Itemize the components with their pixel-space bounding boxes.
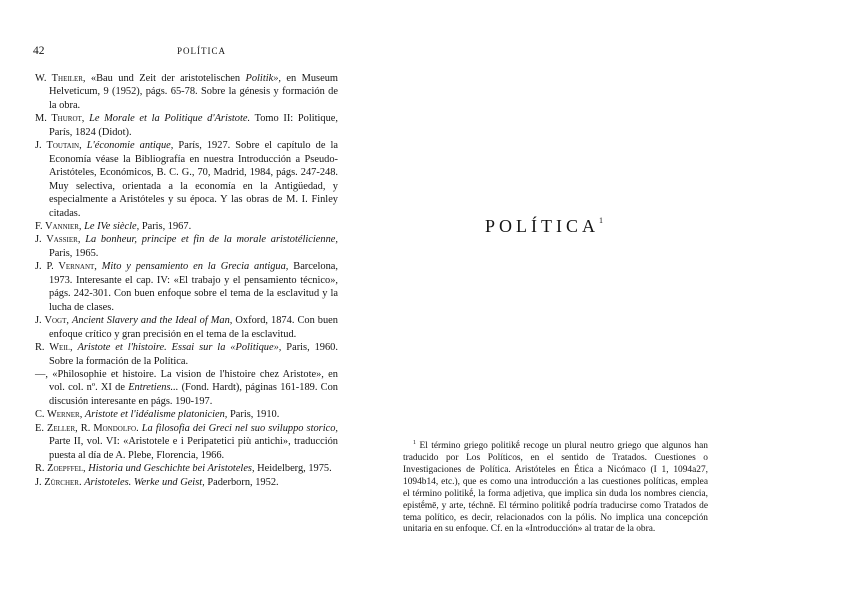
entry-details: Barcelona, 1973. Interesante el cap. IV: «El trabajo y el pensamiento técnico», págs. 242-301. Con buen enfoque sobre el tema de la esclavitud y la lucha de clases. (49, 261, 338, 313)
entry-text: «Bau und Zeit der aristotelischen (85, 73, 246, 84)
bibliography-entry (35, 462, 338, 475)
entry-title: Aristoteles. Werke und Geist, (84, 476, 205, 488)
entry-details: en Museum Helveticum, 9 (1952), págs. 65-78. Sobre la génesis y formación de la obra. (49, 73, 338, 111)
entry-details: Oxford, 1874. Con buen enfoque crítico y gran precisión en el tema de la esclavitud. (49, 315, 338, 340)
entry-details: Paris, 1967. (139, 220, 192, 232)
entry-title: La filosofia dei Greci nel suo sviluppo storico, (141, 422, 338, 434)
entry-author: W. Theiler, (35, 73, 86, 84)
entry-author: J. P. Vernant, (35, 261, 97, 273)
entry-author: C. Werner, (35, 409, 83, 421)
running-title: POLÍTICA (177, 46, 226, 56)
entry-author: —, (35, 368, 48, 380)
bibliography-entry (35, 476, 338, 489)
entry-title: Aristote et l'histoire. Essai sur la «Politique», (77, 342, 282, 354)
entry-title: Le Morale et la Politique d'Aristote. (89, 113, 251, 125)
entry-details: Paris, 1965. (49, 247, 99, 259)
footnote-number: 1 (413, 440, 416, 446)
bibliography-entry (35, 341, 338, 368)
bibliography-entry (35, 368, 338, 408)
entry-details: Paris, 1960. Sobre la formación de la Política. (49, 342, 338, 367)
entry-title: Historia und Geschichte bei Aristoteles, (88, 463, 255, 475)
entry-author: J. Toutain, (35, 140, 82, 152)
entry-title: Ancient Slavery and the Ideal of Man, (72, 315, 233, 327)
bibliography-entry (35, 314, 338, 341)
entry-title: Aristote et l'idéalisme platonicien, (84, 409, 228, 421)
bibliography-entry (35, 422, 338, 462)
entry-author: M. Thurot, (35, 113, 85, 125)
entry-details: Heidelberg, 1975. (254, 463, 332, 475)
bibliography-entry (35, 408, 338, 421)
entry-title: L'économie antique, (86, 140, 174, 152)
chapter-title (485, 216, 603, 237)
entry-title: La bonheur, principe et fin de la morale aristotélicienne, (85, 234, 338, 246)
entry-title: Le IVe siècle, (84, 220, 140, 232)
entry-details: Tomo II: Politique, París, 1824 (Didot). (49, 113, 338, 138)
footnote-marker: 1 (599, 216, 603, 225)
entry-author: R. Zoepffel, (35, 463, 86, 475)
page-number: 42 (33, 45, 45, 57)
entry-details: (Fond. Hardt), páginas 161-189. Con discusión interesante en págs. 190-197. (49, 382, 338, 407)
bibliography-entry (35, 139, 338, 220)
bibliography-entry (35, 260, 338, 314)
bibliography-entry (35, 72, 338, 112)
entry-author: J. Vogt, (35, 315, 69, 327)
entry-author: R. Weil, (35, 342, 73, 354)
entry-author: E. Zeller, R. Mondolfo. (35, 422, 139, 434)
bibliography-list (35, 72, 338, 489)
entry-details: Parte II, vol. VI: «Aristotele e i Peripatetici più antichi», traducción puesta al día de A. Plebe, Florencia, 1966. (49, 436, 338, 461)
entry-text: «Philosophie et histoire. La vision de l'histoire chez Aristote», en vol. col. nº. XI de (48, 368, 338, 394)
entry-title: Politik», (245, 73, 281, 84)
entry-details: Paris, 1910. (227, 409, 280, 421)
entry-details: Paderborn, 1952. (204, 476, 279, 488)
bibliography-entry (35, 233, 338, 260)
left-page (0, 0, 420, 600)
entry-author: J. Vassier, (35, 234, 81, 246)
right-page (403, 0, 848, 600)
footnote-text: El término griego politikḗ recoge un plural neutro griego que algunos han traducido por Los Políticos, en el sentido de Tratados. Cuestiones o Investigaciones de Política. Aristóteles en Ética a Nicómaco (I 1, 1094a27, 1094b14, etc.), que es como una introducción a las cuestiones políticas, emplea el término politikḗ, la forma adjetiva, que implica sin duda los nombres ciencia, epistḗmē, y arte, téchnē. El término politikḗ podría traducirse como Tratados de tema político, es decir, relacionados con la pólis. No implica una concepción unitaria en su enfoque. Cf. en la «Introducción» al tratar de la obra. (403, 441, 708, 535)
entry-title: Entretiens... (128, 382, 179, 394)
entry-title: Mito y pensamiento en la Grecia antigua, (101, 261, 289, 273)
entry-author: J. Zürcher. (35, 476, 82, 488)
footnote (403, 438, 708, 536)
bibliography-entry (35, 112, 338, 139)
bibliography-entry (35, 220, 338, 233)
entry-details: París, 1927. Sobre el capítulo de la Economía véase la Bibliografía en nuestra Introducción a Pseudo-Aristóteles, Económicos, B. C. G., 70, Madrid, 1984, págs. 247-248. Muy selectiva, orientada a la economía en la Antigüedad, y especialmente a Aristóteles y su época. Y las obras de M. I. Finley citadas. (49, 140, 338, 219)
chapter-title-text: POLÍTICA (485, 216, 599, 236)
entry-author: F. Vannier, (35, 220, 82, 232)
